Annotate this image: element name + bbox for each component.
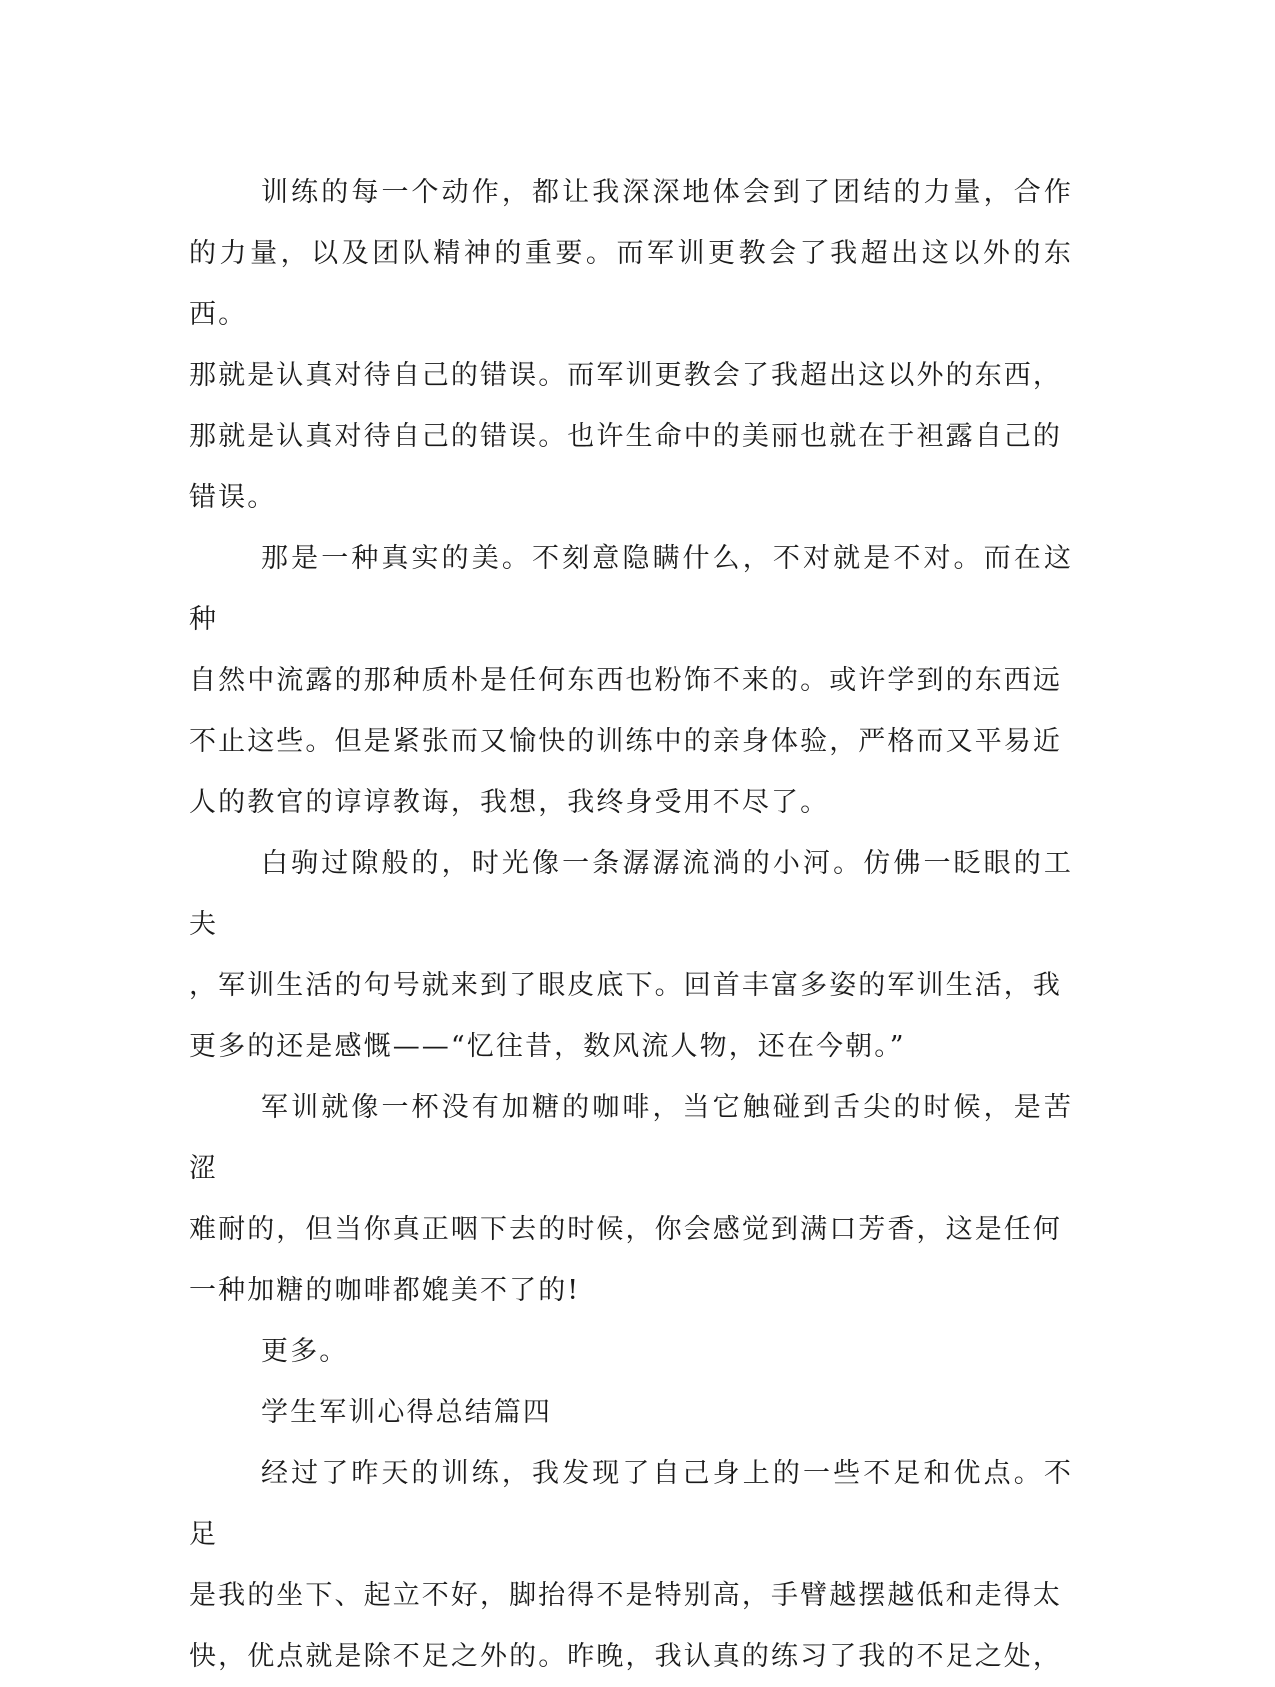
section-heading: 学生军训心得总结篇四 <box>261 1397 552 1428</box>
paragraph-strengths-weaknesses: 经过了昨天的训练，我发现了自己身上的一些不足和优点。不足 是我的坐下、起立不好，脚抬得不是特别高，手臂越摆越低和走得太 快，优点就是除不足之外的。昨晚，我认真的练习了我的不足之处， <box>189 1458 1073 1672</box>
paragraph-time-passing: 白驹过隙般的，时光像一条潺潺流淌的小河。仿佛一眨眼的工夫 ，军训生活的句号就来到了眼皮底下。回首丰富多姿的军训生活，我 更多的还是感慨——“忆往昔，数风流人物，还在今朝。” <box>189 848 1073 1062</box>
paragraph-coffee-metaphor: 军训就像一杯没有加糖的咖啡，当它触碰到舌尖的时候，是苦涩 难耐的，但当你真正咽下去的时候，你会感觉到满口芳香，这是任何 一种加糖的咖啡都媲美不了的! <box>189 1092 1073 1306</box>
document-body <box>189 162 1073 1687</box>
paragraph-training-actions: 训练的每一个动作，都让我深深地体会到了团结的力量，合作的力量，以及团队精神的重要。而军训更教会了我超出这以外的东西。 那就是认真对待自己的错误。而军训更教会了我超出这以外的东西， 那就是认真对待自己的错误。也许生命中的美丽也就在于袒露自己的 错误。 <box>189 177 1073 513</box>
paragraph-true-beauty: 那是一种真实的美。不刻意隐瞒什么，不对就是不对。而在这种 自然中流露的那种质朴是任何东西也粉饰不来的。或许学到的东西远 不止这些。但是紧张而又愉快的训练中的亲身体验，严格而又平易近 人的教官的谆谆教诲，我想，我终身受用不尽了。 <box>189 543 1073 818</box>
paragraph-more: 更多。 <box>261 1336 349 1367</box>
